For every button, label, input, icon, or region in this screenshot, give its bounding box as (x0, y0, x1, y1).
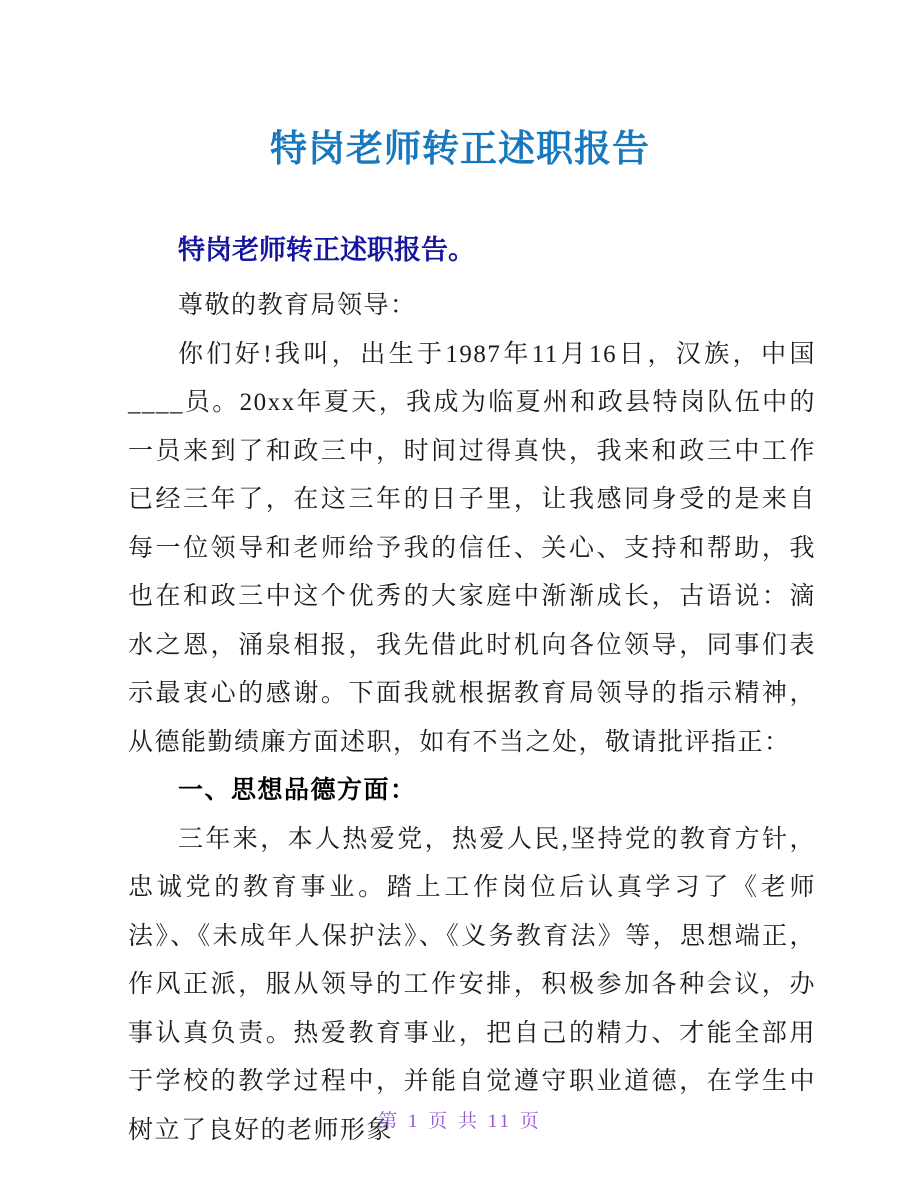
page-title: 特岗老师转正述职报告 (270, 128, 650, 169)
paragraph-salutation: 尊敬的教育局领导： (178, 292, 417, 319)
paragraph-ideology-content: 三年来，本人热爱党，热爱人民,坚持党的教育方针，忠诚党的教育事业。踏上工作岗位后认真学习了《老师法》、《未成年人保护法》、《义务教育法》等，思想端正，作风正派，服从领导的工作安排，积极参加各种会议，办事认真负责。热爱教育事业，把自己的精力、才能全部用于学校的教学过程中，并能自觉遵守职业道德，在学生中树立了良好的老师形象 (128, 825, 816, 1144)
page-number-footer: 第 1 页 共 11 页 (378, 1111, 542, 1132)
section-heading-ideology: 一、思想品德方面： (178, 777, 417, 804)
document-subtitle: 特岗老师转正述职报告。 (178, 235, 475, 265)
paragraph-introduction: 你们好!我叫，出生于1987年11月16日，汉族，中国____员。20xx年夏天，我成为临夏州和政县特岗队伍中的一员来到了和政三中，时间过得真快，我来和政三中工作已经三年了，在这三年的日子里，让我感同身受的是来自每一位领导和老师给予我的信任、关心、支持和帮助，我也在和政三中这个优秀的大家庭中渐渐成长，古语说：滴水之恩，涌泉相报，我先借此时机向各位领导，同事们表示最衷心的感谢。下面我就根据教育局领导的指示精神，从德能勤绩廉方面述职，如有不当之处，敬请批评指正： (128, 340, 816, 756)
